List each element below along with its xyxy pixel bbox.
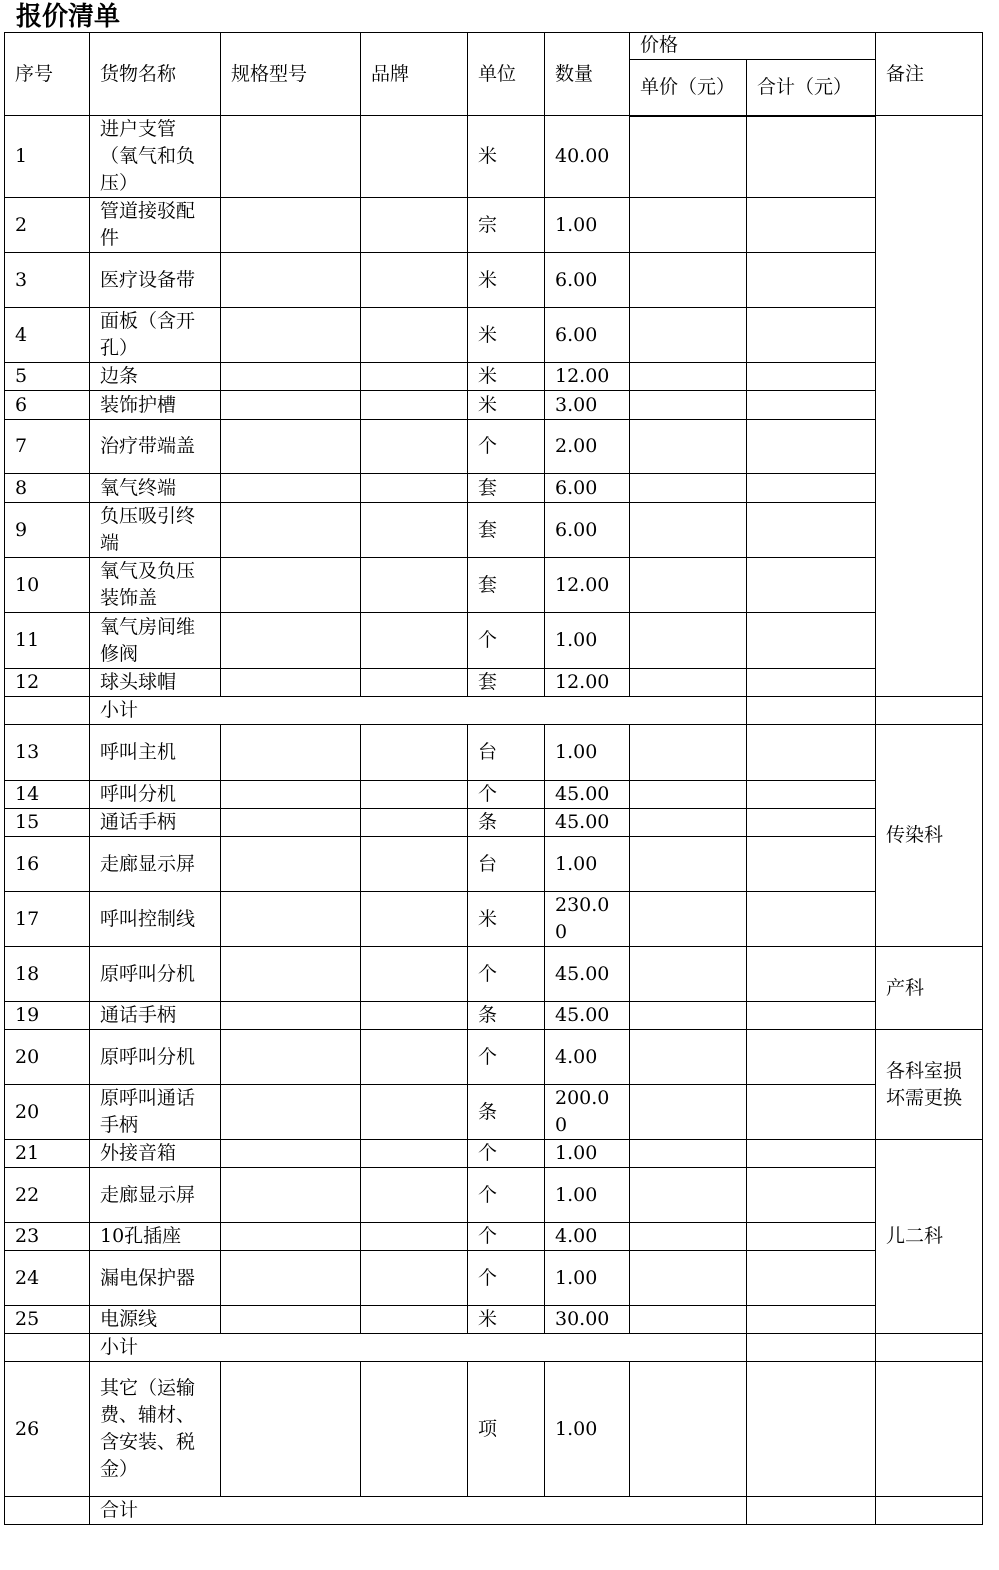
subtotal-row: [5, 1497, 983, 1525]
row-unit-price: [630, 558, 747, 613]
row-spec: [221, 1306, 361, 1334]
row-name: 原呼叫分机: [90, 947, 221, 1002]
row-name: 呼叫分机: [90, 781, 221, 809]
table-row: [5, 809, 983, 837]
row-brand: [361, 308, 468, 363]
row-unit: 个: [468, 1223, 545, 1251]
row-qty: 1.00: [545, 198, 630, 253]
row-index: 13: [5, 725, 90, 781]
row-qty: 1.00: [545, 1251, 630, 1306]
row-name: 负压吸引终端: [90, 503, 221, 558]
row-name: 漏电保护器: [90, 1251, 221, 1306]
header-unit: 单位: [468, 33, 545, 116]
row-qty: 30.00: [545, 1306, 630, 1334]
row-name: 电源线: [90, 1306, 221, 1334]
row-spec: [221, 363, 361, 391]
table-row: [5, 1030, 983, 1085]
row-unit-price: [630, 474, 747, 503]
row-spec: [221, 837, 361, 892]
row-total: [747, 725, 876, 781]
row-index: 21: [5, 1140, 90, 1168]
row-total: [747, 308, 876, 363]
row-total: [747, 1085, 876, 1140]
row-unit-price: [630, 1002, 747, 1030]
row-total: [747, 1362, 876, 1497]
header-spec: 规格型号: [221, 33, 361, 116]
row-index: 17: [5, 892, 90, 947]
row-brand: [361, 1223, 468, 1251]
row-brand: [361, 474, 468, 503]
row-qty: 1.00: [545, 725, 630, 781]
row-total: [747, 1030, 876, 1085]
row-unit-price: [630, 1030, 747, 1085]
row-unit: 个: [468, 1140, 545, 1168]
row-remark: 儿二科: [876, 1140, 983, 1334]
table-row: [5, 1140, 983, 1168]
row-qty: 1.00: [545, 837, 630, 892]
row-qty: 45.00: [545, 947, 630, 1002]
row-index: 5: [5, 363, 90, 391]
row-total: [747, 837, 876, 892]
row-name: 氧气及负压装饰盖: [90, 558, 221, 613]
row-qty: 40.00: [545, 116, 630, 198]
row-qty: 2.00: [545, 420, 630, 474]
row-name: 氧气终端: [90, 474, 221, 503]
row-spec: [221, 420, 361, 474]
row-total: [747, 1140, 876, 1168]
header-qty: 数量: [545, 33, 630, 116]
row-index: 3: [5, 253, 90, 308]
row-unit: 条: [468, 1085, 545, 1140]
row-index: 10: [5, 558, 90, 613]
row-brand: [361, 1002, 468, 1030]
row-name: 呼叫主机: [90, 725, 221, 781]
row-total: [747, 198, 876, 253]
table-row: [5, 391, 983, 420]
row-unit: 套: [468, 474, 545, 503]
row-remark: [876, 697, 983, 725]
row-name: 原呼叫分机: [90, 1030, 221, 1085]
table-row: [5, 892, 983, 947]
row-unit: 米: [468, 1306, 545, 1334]
table-row: [5, 1306, 983, 1334]
row-name: 治疗带端盖: [90, 420, 221, 474]
row-qty: 3.00: [545, 391, 630, 420]
row-unit-price: [630, 391, 747, 420]
row-name: 医疗设备带: [90, 253, 221, 308]
row-unit: 个: [468, 947, 545, 1002]
row-unit-price: [630, 947, 747, 1002]
row-spec: [221, 503, 361, 558]
row-unit-price: [630, 363, 747, 391]
row-unit-price: [630, 837, 747, 892]
table-row: [5, 198, 983, 253]
row-unit: 台: [468, 837, 545, 892]
table-row: [5, 503, 983, 558]
row-unit: 个: [468, 420, 545, 474]
row-brand: [361, 198, 468, 253]
row-total: [747, 1251, 876, 1306]
row-index: 20: [5, 1030, 90, 1085]
row-index: 12: [5, 669, 90, 697]
table-row: [5, 116, 983, 198]
row-qty: 45.00: [545, 781, 630, 809]
row-qty: 4.00: [545, 1030, 630, 1085]
row-spec: [221, 308, 361, 363]
row-unit: 台: [468, 725, 545, 781]
row-index: 20: [5, 1085, 90, 1140]
row-remark: 各科室损坏需更换: [876, 1030, 983, 1140]
row-total: [747, 781, 876, 809]
row-qty: 6.00: [545, 474, 630, 503]
quote-table: [4, 32, 983, 1525]
row-brand: [361, 725, 468, 781]
row-total: [747, 253, 876, 308]
row-spec: [221, 809, 361, 837]
row-remark: [876, 116, 983, 697]
row-unit-price: [630, 1140, 747, 1168]
row-unit: 米: [468, 308, 545, 363]
row-total: [747, 1223, 876, 1251]
row-spec: [221, 892, 361, 947]
row-spec: [221, 1002, 361, 1030]
row-name: 氧气房间维修阀: [90, 613, 221, 669]
row-total: [747, 892, 876, 947]
subtotal-label: 小计: [90, 1334, 747, 1362]
row-total: [747, 558, 876, 613]
row-name: 边条: [90, 363, 221, 391]
row-total: [747, 1002, 876, 1030]
row-spec: [221, 1251, 361, 1306]
row-spec: [221, 1168, 361, 1223]
row-qty: 1.00: [545, 1362, 630, 1497]
row-qty: 1.00: [545, 1168, 630, 1223]
row-unit: 米: [468, 892, 545, 947]
row-unit: 个: [468, 1168, 545, 1223]
table-row: [5, 613, 983, 669]
row-total: [747, 947, 876, 1002]
row-unit-price: [630, 1362, 747, 1497]
row-unit: 项: [468, 1362, 545, 1497]
header-name: 货物名称: [90, 33, 221, 116]
row-spec: [221, 1362, 361, 1497]
table-row: [5, 1223, 983, 1251]
row-qty: 12.00: [545, 363, 630, 391]
row-brand: [361, 947, 468, 1002]
table-row: [5, 474, 983, 503]
row-name: 10孔插座: [90, 1223, 221, 1251]
table-row: [5, 669, 983, 697]
row-brand: [361, 1168, 468, 1223]
row-spec: [221, 1085, 361, 1140]
row-unit: 米: [468, 363, 545, 391]
row-unit-price: [630, 253, 747, 308]
row-spec: [221, 558, 361, 613]
row-brand: [361, 781, 468, 809]
header-total: 合计（元）: [747, 60, 876, 116]
subtotal-amount-cell: [747, 1334, 876, 1362]
table-row: [5, 308, 983, 363]
subtotal-label: 合计: [90, 1497, 747, 1525]
row-brand: [361, 809, 468, 837]
row-total: [747, 1306, 876, 1334]
row-total: [747, 420, 876, 474]
table-row: [5, 1002, 983, 1030]
row-index: 9: [5, 503, 90, 558]
row-spec: [221, 947, 361, 1002]
row-total: [747, 613, 876, 669]
row-index: 22: [5, 1168, 90, 1223]
row-brand: [361, 892, 468, 947]
row-unit: 米: [468, 116, 545, 198]
row-brand: [361, 1140, 468, 1168]
row-unit-price: [630, 308, 747, 363]
row-spec: [221, 1140, 361, 1168]
row-name: 呼叫控制线: [90, 892, 221, 947]
row-index: 6: [5, 391, 90, 420]
row-unit: 套: [468, 669, 545, 697]
header-row: [5, 33, 983, 60]
row-remark: [876, 1497, 983, 1525]
row-unit: 个: [468, 781, 545, 809]
row-total: [747, 363, 876, 391]
row-qty: 45.00: [545, 809, 630, 837]
row-brand: [361, 1030, 468, 1085]
header-index: 序号: [5, 33, 90, 116]
row-total: [747, 809, 876, 837]
header-unit-price: 单价（元）: [630, 60, 747, 116]
table-row: [5, 725, 983, 781]
row-unit: 个: [468, 1030, 545, 1085]
table-row: [5, 253, 983, 308]
row-spec: [221, 474, 361, 503]
row-qty: 6.00: [545, 503, 630, 558]
table-row: [5, 947, 983, 1002]
row-unit-price: [630, 613, 747, 669]
subtotal-index-cell: [5, 697, 90, 725]
row-name: 通话手柄: [90, 809, 221, 837]
row-brand: [361, 837, 468, 892]
row-name: 进户支管（氧气和负压）: [90, 116, 221, 198]
row-index: 23: [5, 1223, 90, 1251]
row-unit: 条: [468, 809, 545, 837]
table-row: [5, 420, 983, 474]
subtotal-index-cell: [5, 1334, 90, 1362]
row-total: [747, 116, 876, 198]
table-row: [5, 781, 983, 809]
row-spec: [221, 725, 361, 781]
row-name: 通话手柄: [90, 1002, 221, 1030]
subtotal-index-cell: [5, 1497, 90, 1525]
row-spec: [221, 781, 361, 809]
row-name: 装饰护槽: [90, 391, 221, 420]
row-total: [747, 391, 876, 420]
row-qty: 6.00: [545, 308, 630, 363]
row-index: 16: [5, 837, 90, 892]
row-index: 26: [5, 1362, 90, 1497]
row-index: 25: [5, 1306, 90, 1334]
row-index: 2: [5, 198, 90, 253]
row-brand: [361, 1251, 468, 1306]
row-unit: 个: [468, 613, 545, 669]
row-unit-price: [630, 198, 747, 253]
row-unit-price: [630, 1223, 747, 1251]
row-unit: 套: [468, 558, 545, 613]
row-unit-price: [630, 503, 747, 558]
row-total: [747, 1168, 876, 1223]
row-unit-price: [630, 116, 747, 198]
row-total: [747, 503, 876, 558]
row-name: 球头球帽: [90, 669, 221, 697]
row-brand: [361, 669, 468, 697]
row-index: 19: [5, 1002, 90, 1030]
row-spec: [221, 116, 361, 198]
table-row: [5, 1251, 983, 1306]
table-row: [5, 1085, 983, 1140]
table-row: [5, 1168, 983, 1223]
table-row: [5, 558, 983, 613]
row-total: [747, 669, 876, 697]
row-index: 14: [5, 781, 90, 809]
header-price-group: 价格: [630, 33, 876, 60]
row-name: 其它（运输费、辅材、含安装、税金）: [90, 1362, 221, 1497]
row-brand: [361, 363, 468, 391]
row-brand: [361, 558, 468, 613]
subtotal-row: [5, 697, 983, 725]
row-unit: 宗: [468, 198, 545, 253]
row-index: 7: [5, 420, 90, 474]
row-unit: 米: [468, 391, 545, 420]
row-qty: 1.00: [545, 613, 630, 669]
row-brand: [361, 116, 468, 198]
table-row: [5, 837, 983, 892]
row-brand: [361, 613, 468, 669]
row-spec: [221, 1030, 361, 1085]
row-unit-price: [630, 1251, 747, 1306]
row-brand: [361, 1306, 468, 1334]
row-unit-price: [630, 725, 747, 781]
row-spec: [221, 613, 361, 669]
row-index: 15: [5, 809, 90, 837]
row-brand: [361, 503, 468, 558]
row-qty: 4.00: [545, 1223, 630, 1251]
row-unit: 米: [468, 253, 545, 308]
row-unit-price: [630, 809, 747, 837]
row-index: 18: [5, 947, 90, 1002]
row-unit-price: [630, 1168, 747, 1223]
subtotal-amount-cell: [747, 697, 876, 725]
row-brand: [361, 1362, 468, 1497]
row-unit: 个: [468, 1251, 545, 1306]
row-spec: [221, 669, 361, 697]
row-unit-price: [630, 669, 747, 697]
row-index: 1: [5, 116, 90, 198]
page-title: 报价清单: [16, 2, 121, 32]
row-brand: [361, 420, 468, 474]
table-row: [5, 1362, 983, 1497]
row-unit-price: [630, 420, 747, 474]
row-brand: [361, 1085, 468, 1140]
header-remark: 备注: [876, 33, 983, 116]
row-qty: 1.00: [545, 1140, 630, 1168]
row-unit-price: [630, 892, 747, 947]
row-index: 8: [5, 474, 90, 503]
row-remark: 产科: [876, 947, 983, 1030]
row-unit: 条: [468, 1002, 545, 1030]
row-name: 外接音箱: [90, 1140, 221, 1168]
row-unit-price: [630, 1306, 747, 1334]
row-name: 走廊显示屏: [90, 837, 221, 892]
row-name: 原呼叫通话手柄: [90, 1085, 221, 1140]
row-remark: [876, 1362, 983, 1497]
row-index: 24: [5, 1251, 90, 1306]
row-index: 11: [5, 613, 90, 669]
row-qty: 6.00: [545, 253, 630, 308]
row-spec: [221, 253, 361, 308]
row-name: 面板（含开孔）: [90, 308, 221, 363]
row-total: [747, 474, 876, 503]
row-unit-price: [630, 1085, 747, 1140]
row-spec: [221, 1223, 361, 1251]
row-remark: 传染科: [876, 725, 983, 947]
row-name: 管道接驳配件: [90, 198, 221, 253]
row-brand: [361, 391, 468, 420]
row-unit-price: [630, 781, 747, 809]
row-name: 走廊显示屏: [90, 1168, 221, 1223]
subtotal-row: [5, 1334, 983, 1362]
row-brand: [361, 253, 468, 308]
subtotal-amount-cell: [747, 1497, 876, 1525]
row-qty: 230.00: [545, 892, 630, 947]
row-unit: 套: [468, 503, 545, 558]
row-qty: 12.00: [545, 669, 630, 697]
row-index: 4: [5, 308, 90, 363]
row-spec: [221, 391, 361, 420]
row-qty: 45.00: [545, 1002, 630, 1030]
header-brand: 品牌: [361, 33, 468, 116]
row-qty: 200.00: [545, 1085, 630, 1140]
table-row: [5, 363, 983, 391]
row-remark: [876, 1334, 983, 1362]
row-qty: 12.00: [545, 558, 630, 613]
subtotal-label: 小计: [90, 697, 747, 725]
row-spec: [221, 198, 361, 253]
